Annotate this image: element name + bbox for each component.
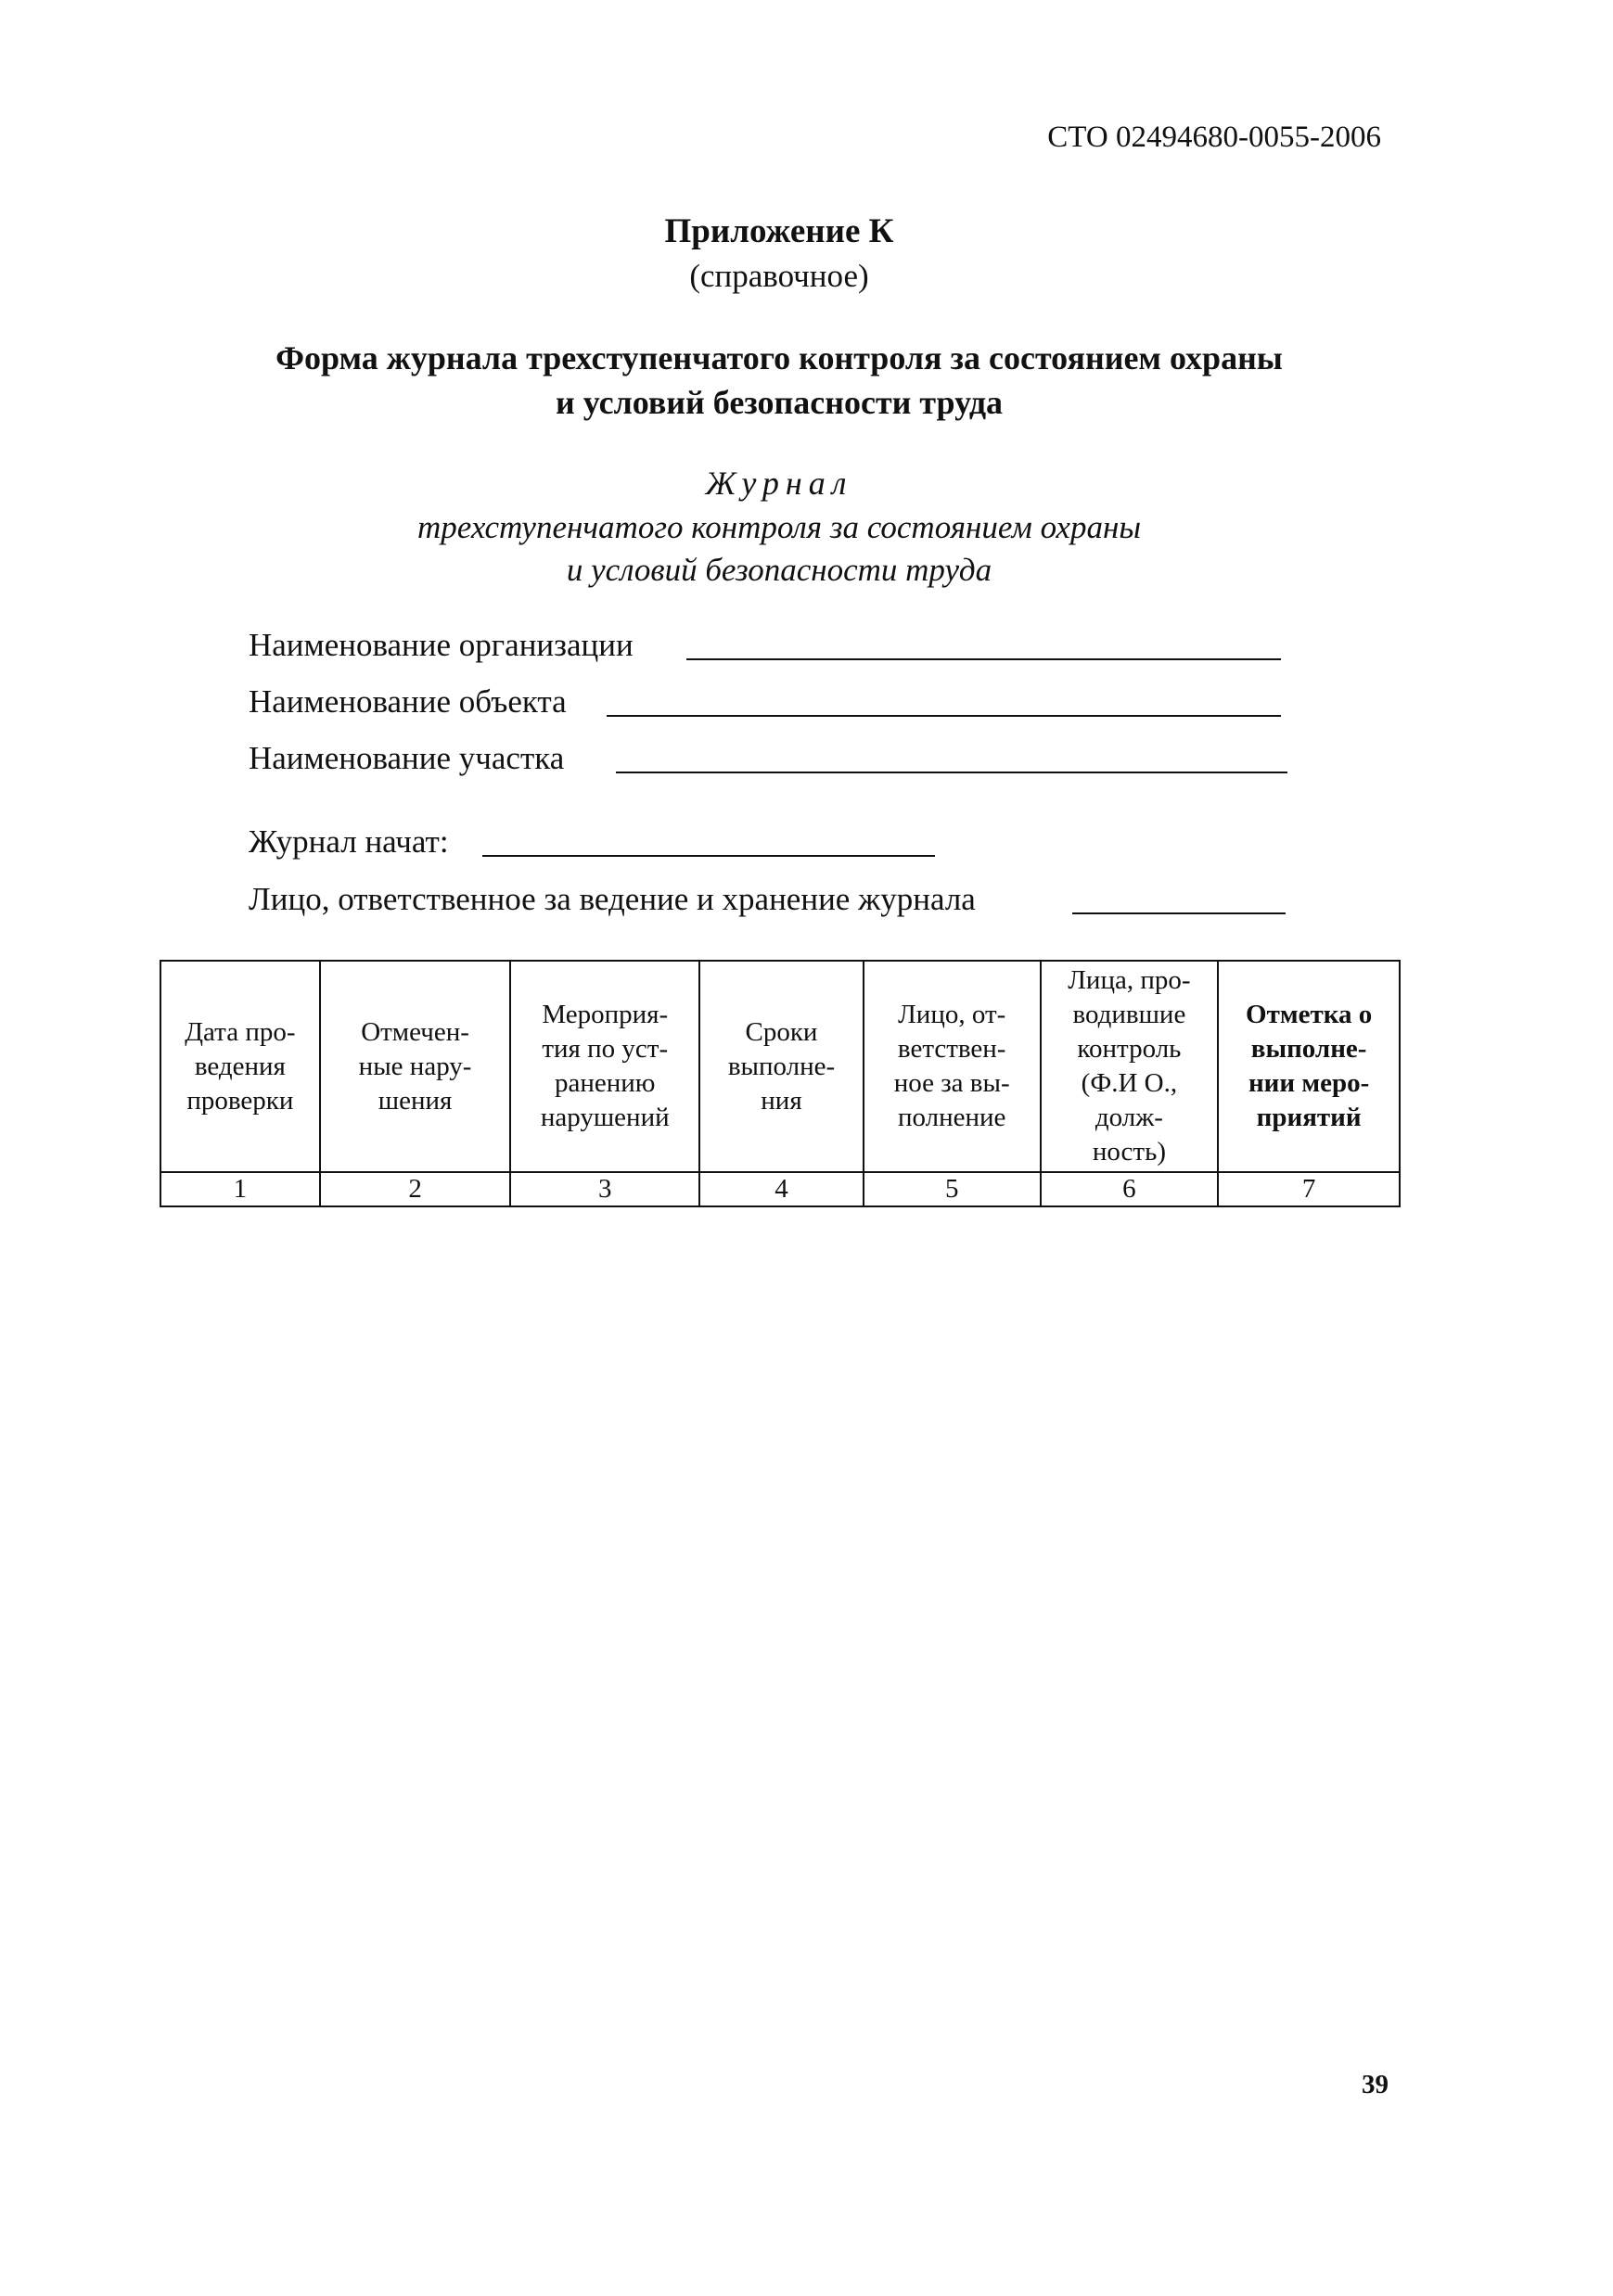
column-number: 4 — [699, 1172, 864, 1206]
organization-label: Наименование организации — [249, 627, 634, 663]
responsible-person-label: Лицо, ответственное за ведение и хранение журнала — [249, 881, 976, 917]
form-title-line-2: и условий безопасности труда — [555, 384, 1004, 421]
header-cell-responsible: Лицо, от- ветствен- ное за вы- полнение — [864, 961, 1041, 1172]
journal-subtitle — [0, 506, 1558, 592]
responsible-person-fill-line[interactable] — [1072, 912, 1286, 914]
annex-title: Приложение К — [664, 212, 894, 250]
site-field — [249, 740, 1289, 777]
page-number: 39 — [1362, 2070, 1389, 2099]
form-title — [0, 336, 1558, 425]
header-cell-deadlines: Сроки выполне- ния — [699, 961, 864, 1172]
header-cell-inspectors: Лица, про- водившие контроль (Ф.И О., долж- ность) — [1041, 961, 1219, 1172]
organization-field — [249, 627, 1283, 664]
object-label: Наименование объекта — [249, 683, 567, 720]
column-number: 6 — [1041, 1172, 1219, 1206]
header-cell-date: Дата про- ведения проверки — [160, 961, 320, 1172]
journal-subtitle-line-2: и условий безопасности труда — [566, 552, 992, 588]
header-cell-measures: Мероприя- тия по уст- ранению нарушений — [510, 961, 699, 1172]
column-number: 2 — [320, 1172, 511, 1206]
responsible-person-field — [249, 881, 1287, 918]
object-field — [249, 683, 1283, 721]
journal-heading: Журнал — [705, 465, 853, 502]
column-number: 5 — [864, 1172, 1041, 1206]
journal-started-fill-line[interactable] — [482, 855, 935, 857]
form-title-line-1: Форма журнала трехступенчатого контроля за состоянием охраны — [275, 339, 1283, 376]
object-fill-line[interactable] — [607, 715, 1281, 717]
organization-fill-line[interactable] — [686, 658, 1281, 660]
table-number-row — [160, 1172, 1400, 1206]
column-number: 3 — [510, 1172, 699, 1206]
header-cell-completion-mark: Отметка о выполне- нии меро- приятий — [1218, 961, 1400, 1172]
document-code: СТО 02494680-0055-2006 — [1047, 121, 1381, 154]
journal-subtitle-line-1: трехступенчатого контроля за состоянием охраны — [416, 509, 1142, 545]
column-number: 7 — [1218, 1172, 1400, 1206]
column-number: 1 — [160, 1172, 320, 1206]
journal-table — [160, 960, 1401, 1207]
site-label: Наименование участка — [249, 740, 565, 776]
annex-kind: (справочное) — [689, 258, 869, 294]
journal-started-label: Журнал начат: — [249, 823, 449, 860]
site-fill-line[interactable] — [616, 772, 1287, 773]
table-header-row — [160, 961, 1400, 1172]
header-cell-violations: Отмечен- ные нару- шения — [320, 961, 511, 1172]
journal-started-field — [249, 823, 935, 861]
